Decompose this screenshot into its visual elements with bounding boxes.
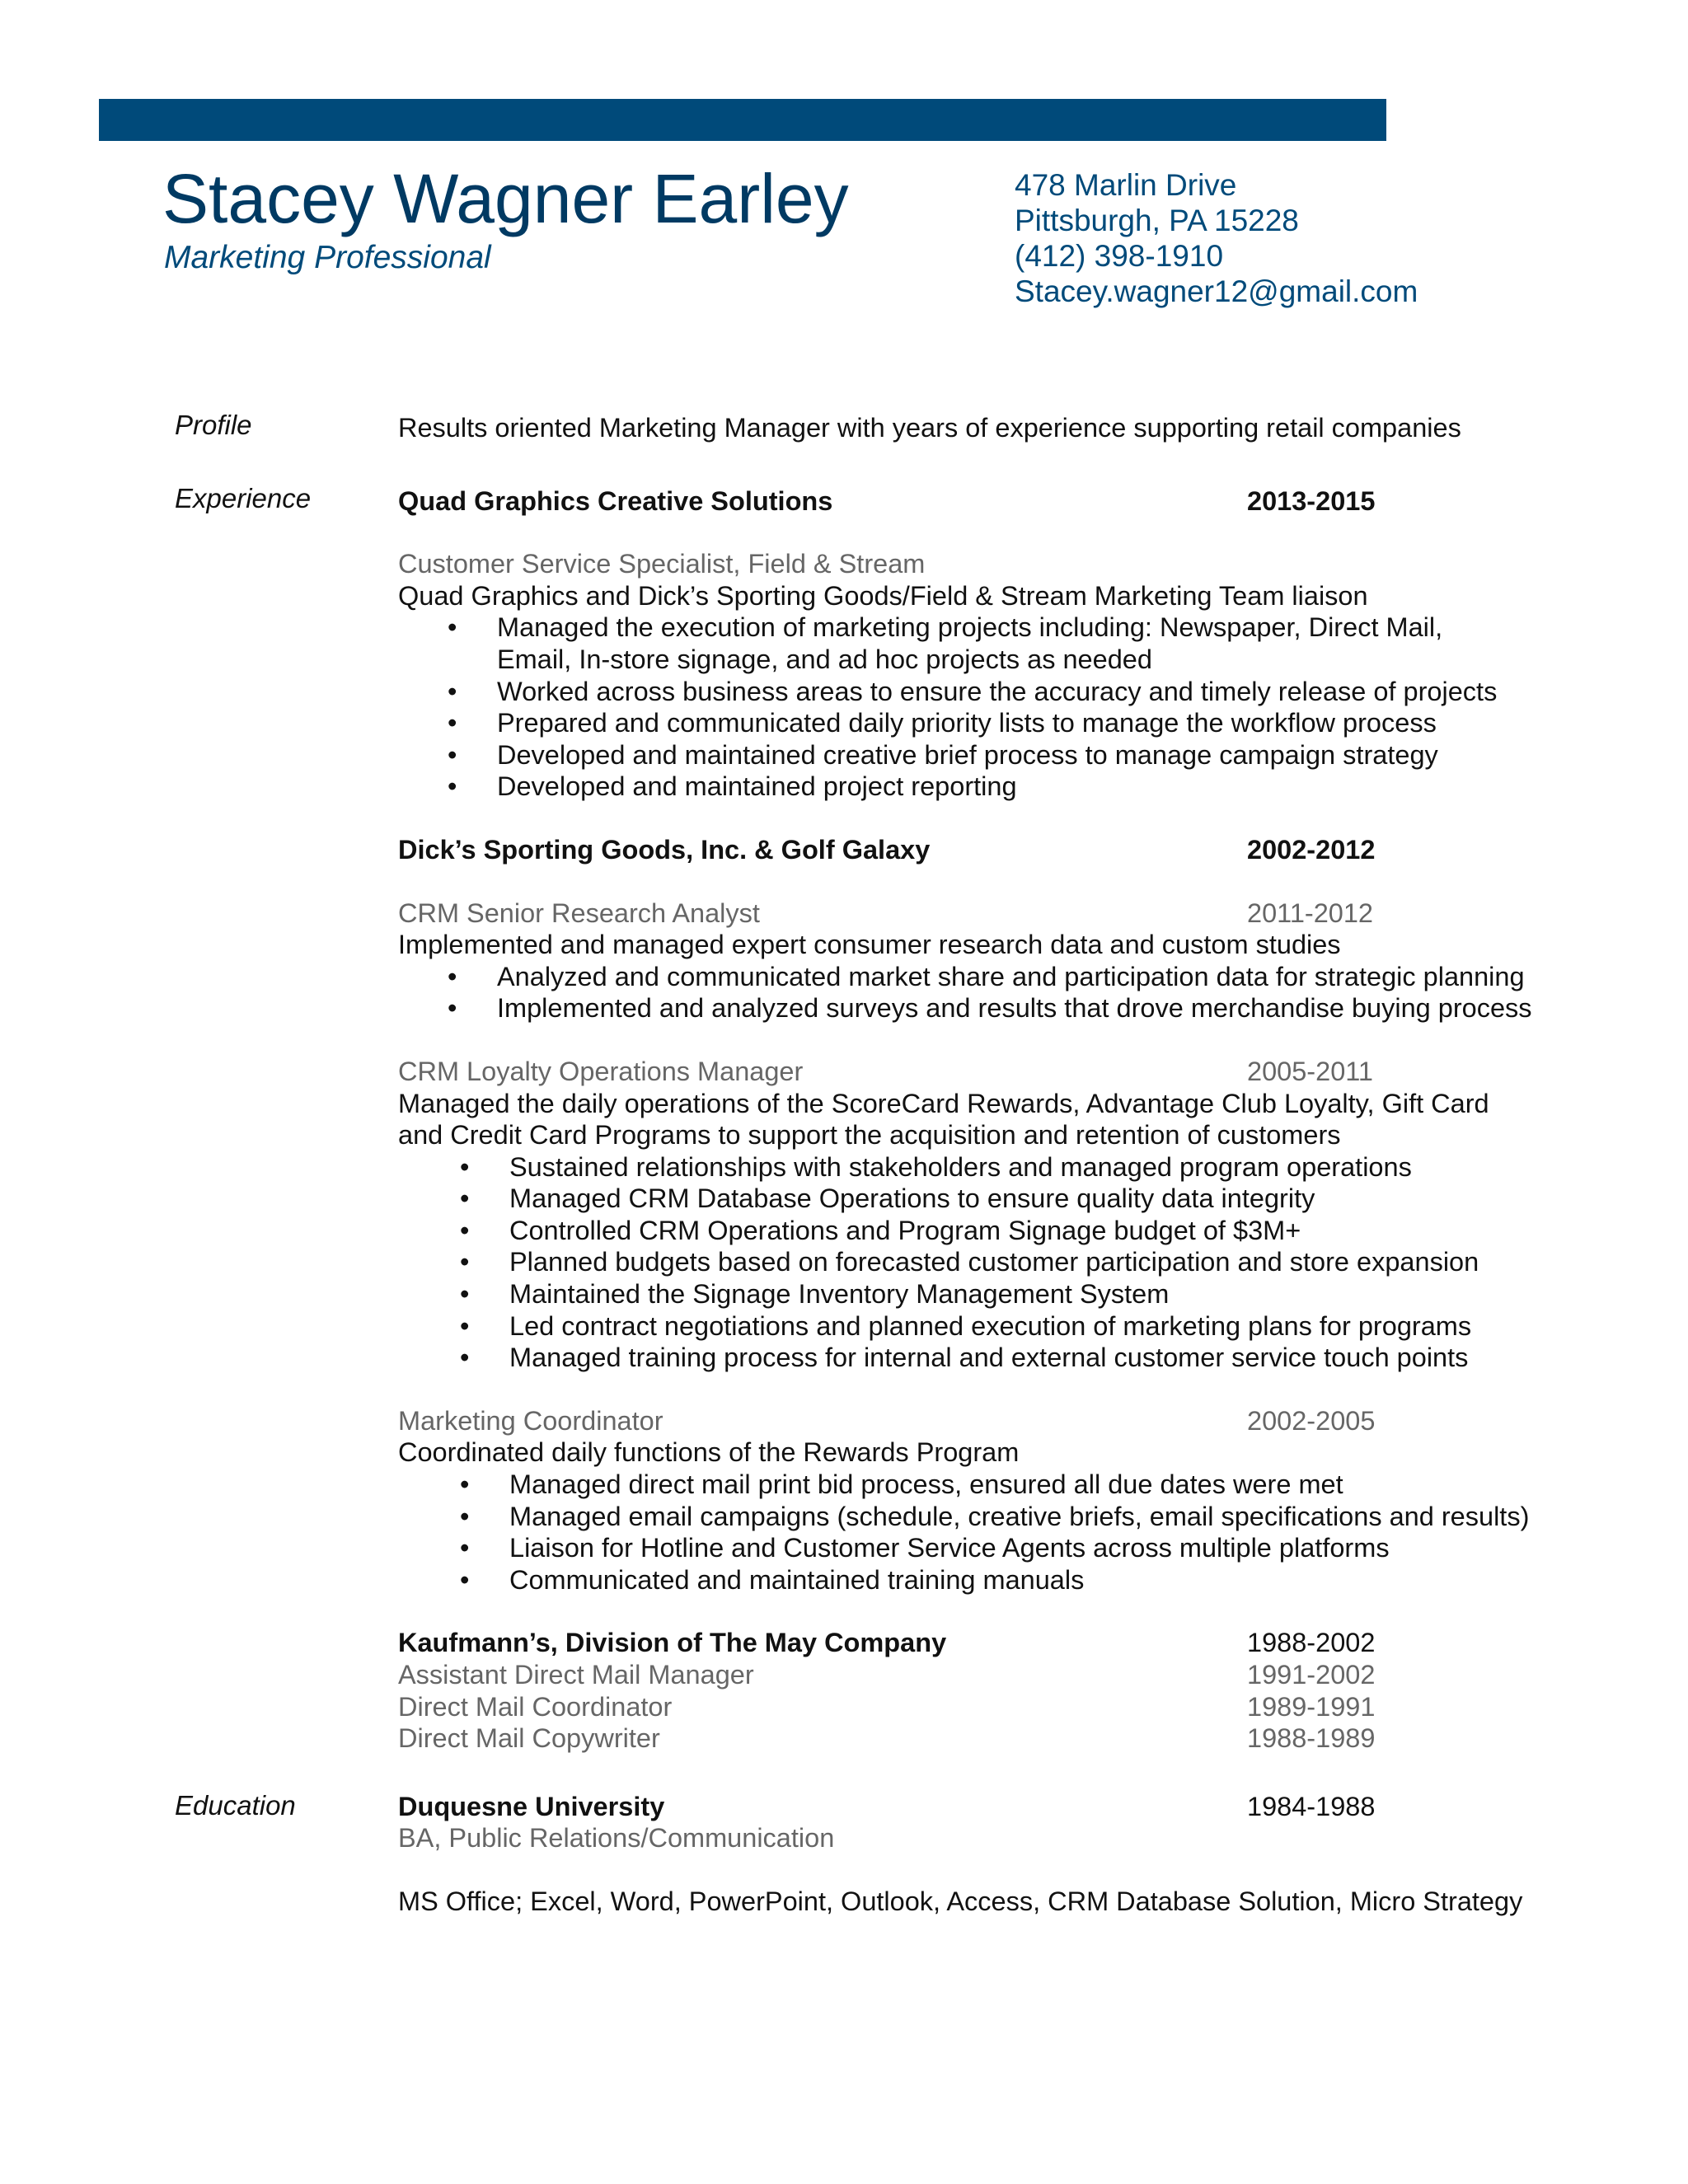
- role-title: CRM Senior Research Analyst: [398, 898, 760, 928]
- role-title: Marketing Coordinator: [398, 1405, 663, 1436]
- role-title: CRM Loyalty Operations Manager: [398, 1056, 804, 1086]
- role-header: [398, 1659, 1634, 1691]
- company-name: Quad Graphics Creative Solutions: [398, 485, 833, 516]
- profile-text: Results oriented Marketing Manager with years of experience supporting retail companies: [398, 413, 1461, 443]
- bullet-list: [398, 1469, 1634, 1596]
- list-item: • Analyzed and communicated market share and participation data for strategic planning: [398, 961, 1634, 993]
- company-name: Kaufmann’s, Division of The May Company: [398, 1628, 947, 1658]
- list-item: • Implemented and analyzed surveys and results that drove merchandise buying process: [398, 992, 1634, 1024]
- role-dates: 1988-1989: [1247, 1723, 1376, 1754]
- company-name: Dick’s Sporting Goods, Inc. & Golf Galaxy: [398, 834, 931, 865]
- job-header-dicks: [398, 834, 1634, 866]
- role-title: Direct Mail Copywriter: [398, 1723, 660, 1754]
- list-item: • Managed training process for internal and external customer service touch points: [398, 1342, 1634, 1374]
- company-dates: 2002-2012: [1247, 834, 1376, 865]
- role-dates: 2011-2012: [1247, 898, 1374, 928]
- job-header-quad: [398, 485, 1634, 518]
- list-item: • Managed direct mail print bid process, ensured all due dates were met: [398, 1469, 1634, 1501]
- address-line-2: Pittsburgh, PA 15228: [1015, 204, 1299, 237]
- experience-label: Experience: [175, 483, 312, 513]
- role-title: Customer Service Specialist, Field & Stream: [398, 549, 926, 579]
- list-item: • Worked across business areas to ensure the accuracy and timely release of projects: [398, 676, 1634, 708]
- company-dates: 2013-2015: [1247, 485, 1376, 516]
- candidate-name: Stacey Wagner Earley: [162, 160, 849, 237]
- list-item: • Managed CRM Database Operations to ensure quality data integrity: [398, 1183, 1634, 1215]
- role-dates: 2005-2011: [1247, 1056, 1374, 1086]
- role-header: [398, 1691, 1634, 1723]
- address-line-1: 478 Marlin Drive: [1015, 168, 1237, 202]
- education-dates: 1984-1988: [1247, 1791, 1376, 1821]
- role-header: [398, 1722, 1634, 1755]
- bullet-list: [398, 612, 1634, 803]
- list-item: • Maintained the Signage Inventory Management System: [398, 1278, 1634, 1310]
- role-summary: Coordinated daily functions of the Rewards Program: [398, 1437, 1020, 1468]
- list-item: • Led contract negotiations and planned execution of marketing plans for programs: [398, 1310, 1634, 1343]
- skills-text: MS Office; Excel, Word, PowerPoint, Outlook, Access, CRM Database Solution, Micro Strategy: [398, 1886, 1523, 1916]
- role-dates: 1991-2002: [1247, 1660, 1376, 1690]
- role-summary: and Credit Card Programs to support the acquisition and retention of customers: [398, 1120, 1341, 1151]
- list-item-continuation: Email, In-store signage, and ad hoc projects as needed: [497, 644, 1152, 674]
- list-item: • Sustained relationships with stakeholders and managed program operations: [398, 1151, 1634, 1183]
- list-item: • Managed the execution of marketing projects including: Newspaper, Direct Mail,: [398, 612, 1634, 644]
- resume-body: [398, 412, 1634, 1918]
- contact-block: [1015, 167, 1418, 309]
- role-summary: Implemented and managed expert consumer research data and custom studies: [398, 930, 1341, 960]
- email-address: Stacey.wagner12@gmail.com: [1015, 274, 1418, 308]
- list-item: • Communicated and maintained training manuals: [398, 1564, 1634, 1596]
- role-header: [398, 1405, 1634, 1437]
- role-header: [398, 1056, 1634, 1088]
- list-item: • Developed and maintained creative brief process to manage campaign strategy: [398, 739, 1634, 771]
- school-name: Duquesne University: [398, 1791, 665, 1821]
- list-item: • Prepared and communicated daily priority lists to manage the workflow process: [398, 707, 1634, 739]
- bullet-list: [398, 1151, 1634, 1374]
- education-label: Education: [175, 1790, 296, 1821]
- role-summary: Managed the daily operations of the ScoreCard Rewards, Advantage Club Loyalty, Gift Card: [398, 1088, 1489, 1118]
- list-item: • Planned budgets based on forecasted customer participation and store expansion: [398, 1246, 1634, 1278]
- role-title: Direct Mail Coordinator: [398, 1691, 673, 1722]
- profile-label: Profile: [175, 410, 252, 440]
- role-dates: 2002-2005: [1247, 1405, 1376, 1436]
- phone-number: (412) 398-1910: [1015, 239, 1224, 273]
- bullet-list: [398, 961, 1634, 1024]
- list-item: • Developed and maintained project reporting: [398, 771, 1634, 803]
- candidate-title: Marketing Professional: [164, 240, 491, 275]
- role-header: [398, 898, 1634, 930]
- education-header: [398, 1791, 1634, 1823]
- role-dates: 1989-1991: [1247, 1691, 1376, 1722]
- job-header-kaufmanns: [398, 1627, 1634, 1659]
- role-summary: Quad Graphics and Dick’s Sporting Goods/Field & Stream Marketing Team liaison: [398, 580, 1368, 611]
- list-item: • Controlled CRM Operations and Program Signage budget of $3M+: [398, 1215, 1634, 1247]
- list-item: • Liaison for Hotline and Customer Service Agents across multiple platforms: [398, 1532, 1634, 1564]
- role-title: Assistant Direct Mail Manager: [398, 1660, 754, 1690]
- header-accent-bar: [99, 99, 1386, 141]
- list-item: • Managed email campaigns (schedule, creative briefs, email specifications and results): [398, 1501, 1634, 1533]
- degree: BA, Public Relations/Communication: [398, 1823, 835, 1854]
- company-dates: 1988-2002: [1247, 1628, 1376, 1658]
